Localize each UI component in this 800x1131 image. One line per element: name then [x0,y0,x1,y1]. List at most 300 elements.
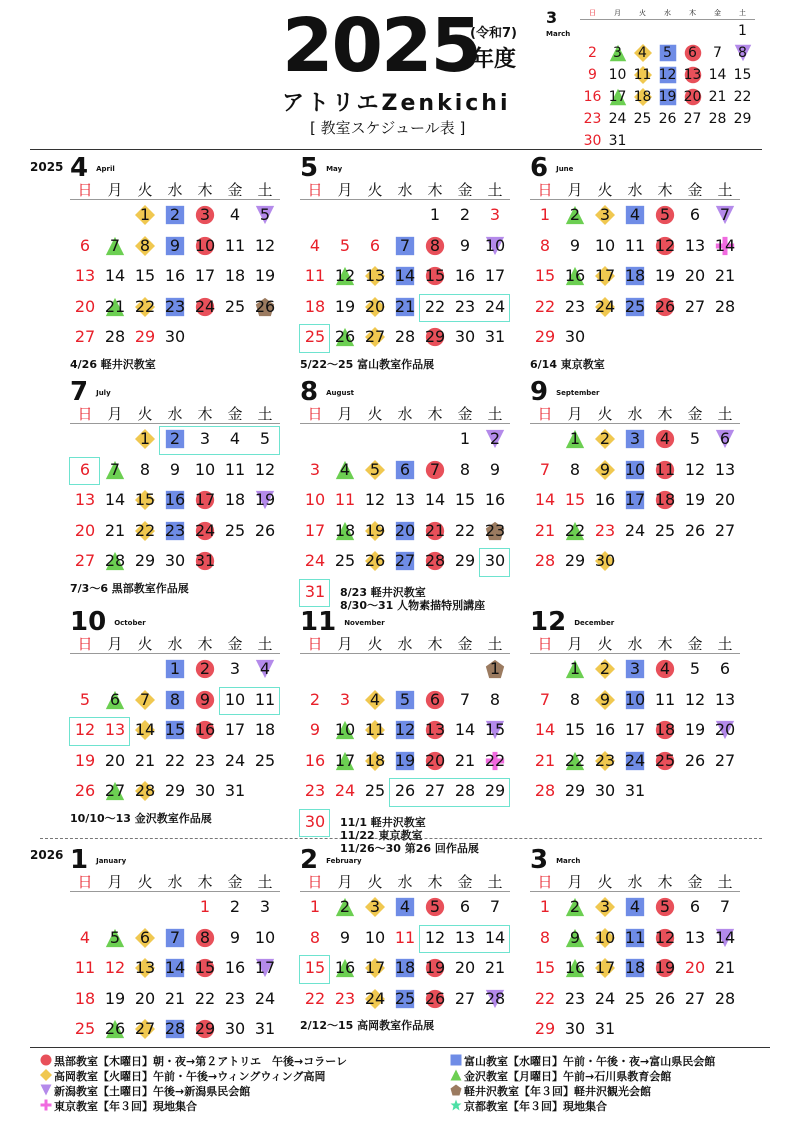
day-cell: 19 [394,750,416,770]
weekday-label: 月 [567,405,583,423]
day-cell: 23 [564,296,586,316]
day-cell: 16 [564,958,586,977]
day-cell: 13 [714,689,736,709]
weekday-label: 月 [567,873,583,891]
day-cell: 25 [364,781,386,800]
weekday-label: 木 [197,635,213,653]
day-cell: 4 [629,897,641,916]
day-cell: 21 [394,296,416,316]
day-cell: 18 [624,266,646,285]
event-note: 11/1 軽井沢教室 [340,815,426,829]
weekday-label: 日 [537,405,553,423]
weekday-label: 木 [657,873,673,891]
day-cell: 10 [594,927,616,947]
weekday-label: 日 [307,635,323,653]
day-cell: 10 [224,689,246,709]
day-cell: 31 [254,1019,276,1038]
day-cell: 21 [534,520,556,540]
day-cell: 22 [564,520,586,540]
day-cell: 23 [484,520,506,540]
day-cell: 18 [74,988,96,1008]
day-cell: 16 [194,720,216,739]
day-cell: 31 [304,581,326,601]
weekday-label: 火 [137,635,153,653]
day-cell: 8 [489,689,501,709]
day-cell: 22 [534,296,556,316]
weekday-label: 月 [107,635,123,653]
month-header [70,607,146,637]
legend-text: 軽井沢教室【年３回】軽井沢観光会館 [464,1085,651,1098]
day-cell: 31 [224,781,246,800]
day-cell: 1 [169,659,181,678]
day-cell: 9 [489,459,501,479]
day-cell: 10 [364,927,386,947]
day-cell: 20 [684,266,706,285]
day-cell: 29 [164,781,186,800]
day-cell: 26 [654,988,676,1008]
weekday-rule [300,653,510,654]
day-cell: 28 [164,1019,186,1038]
day-cell: 6 [79,235,91,255]
day-cell: 11 [624,927,646,947]
weekday-label: 月 [614,9,621,17]
day-cell: 24 [484,296,506,316]
day-cell: 1 [309,897,321,916]
month-name: April [96,165,115,173]
day-cell: 19 [334,296,356,316]
day-cell: 2 [309,689,321,709]
day-cell: 24 [194,296,216,316]
day-cell: 28 [484,988,506,1008]
day-cell: 19 [684,720,706,739]
day-cell: 5 [369,459,381,479]
day-cell: 30 [224,1019,246,1038]
day-cell: 2 [459,205,471,224]
day-cell: 30 [454,327,476,346]
weekday-label: 水 [167,405,183,423]
day-cell: 13 [454,927,476,947]
day-cell: 8 [139,235,151,255]
weekday-label: 火 [137,405,153,423]
weekday-rule [580,19,755,20]
day-cell: 7 [719,205,731,224]
day-cell: 22 [733,89,752,105]
weekday-rule [530,891,740,892]
day-cell: 9 [229,927,241,947]
day-cell: 16 [224,958,246,977]
day-cell: 16 [164,266,186,285]
day-cell: 4 [369,689,381,709]
day-cell: 15 [564,720,586,739]
day-cell: 14 [454,720,476,739]
day-cell: 14 [134,720,156,739]
day-cell: 2 [169,205,181,224]
day-cell: 24 [334,781,356,800]
day-cell: 27 [104,781,126,800]
day-cell: 28 [714,988,736,1008]
month-number: 4 [70,153,89,183]
day-cell: 6 [79,459,91,479]
weekday-label: 土 [257,635,273,653]
day-cell: 1 [429,205,441,224]
day-cell: 2 [229,897,241,916]
day-cell: 10 [194,235,216,255]
event-note: 5/22～25 富山教室作品展 [300,357,435,371]
day-cell: 6 [689,897,701,916]
day-cell: 28 [134,781,156,800]
day-cell: 29 [733,111,752,127]
weekday-label: 木 [689,9,696,17]
legend-text: 東京教室【年３回】現地集合 [54,1100,197,1113]
weekday-rule [300,199,510,200]
weekday-label: 水 [397,405,413,423]
day-cell: 15 [134,490,156,509]
day-cell: 27 [394,551,416,570]
day-cell: 30 [583,133,602,149]
day-cell: 15 [484,720,506,739]
day-cell: 11 [624,235,646,255]
day-cell: 7 [429,459,441,479]
weekday-rule [70,423,280,424]
day-cell: 27 [74,551,96,570]
weekday-label: 金 [457,405,473,423]
day-cell: 9 [339,927,351,947]
day-cell: 14 [708,67,727,83]
day-cell: 1 [489,659,501,678]
legend-text: 高岡教室【火曜日】午前・午後→ウィングウィング高岡 [54,1070,326,1083]
day-cell: 22 [484,750,506,770]
month-header [530,845,581,875]
month-name: January [96,857,127,865]
day-cell: 21 [134,750,156,770]
weekday-label: 月 [337,635,353,653]
day-cell: 17 [624,720,646,739]
day-cell: 9 [569,235,581,255]
day-cell: 28 [534,551,556,570]
day-cell: 15 [164,720,186,739]
day-cell: 3 [489,205,501,224]
day-cell: 11 [334,490,356,509]
day-cell: 3 [599,205,611,224]
day-cell: 6 [459,897,471,916]
day-cell: 4 [638,45,647,61]
day-cell: 15 [564,490,586,509]
weekday-label: 日 [307,405,323,423]
weekday-label: 水 [167,873,183,891]
day-cell: 16 [454,266,476,285]
day-cell: 24 [624,520,646,540]
day-cell: 30 [194,781,216,800]
day-cell: 2 [588,45,597,61]
day-cell: 15 [733,67,752,83]
day-cell: 2 [169,429,181,448]
day-cell: 9 [569,927,581,947]
weekday-label: 月 [107,405,123,423]
day-cell: 17 [254,958,276,977]
day-cell: 1 [539,205,551,224]
day-cell: 20 [714,720,736,739]
weekday-label: 木 [427,181,443,199]
weekday-label: 土 [487,181,503,199]
day-cell: 1 [459,429,471,448]
day-cell: 13 [364,266,386,285]
day-cell: 19 [74,750,96,770]
day-cell: 10 [194,459,216,479]
day-cell: 17 [608,89,627,105]
weekday-label: 火 [597,873,613,891]
day-cell: 8 [539,235,551,255]
day-cell: 9 [169,235,181,255]
day-cell: 17 [594,958,616,977]
day-cell: 25 [633,111,652,127]
star-marker [450,1099,462,1114]
day-cell: 19 [254,266,276,285]
legend-text: 富山教室【水曜日】午前・午後・夜→富山県民会館 [464,1055,716,1068]
day-cell: 25 [74,1019,96,1038]
day-cell: 27 [684,296,706,316]
weekday-label: 日 [77,635,93,653]
weekday-label: 土 [739,9,746,17]
month-name: July [96,389,111,397]
day-cell: 8 [569,459,581,479]
day-cell: 29 [424,327,446,346]
day-cell: 3 [369,897,381,916]
weekday-label: 火 [597,405,613,423]
event-note: 6/14 東京教室 [530,357,605,371]
day-cell: 11 [654,459,676,479]
month-name: December [574,619,615,627]
month-number: 2 [300,845,319,875]
day-cell: 5 [663,45,672,61]
day-cell: 28 [394,327,416,346]
day-cell: 6 [719,429,731,448]
day-cell: 5 [689,659,701,678]
event-note: 7/3～6 黒部教室作品展 [70,581,189,595]
month-name: June [556,165,574,173]
month-name: February [326,857,362,865]
day-cell: 19 [364,520,386,540]
day-cell: 14 [534,720,556,739]
day-cell: 21 [534,750,556,770]
day-cell: 11 [394,927,416,947]
weekday-label: 金 [227,405,243,423]
weekday-label: 水 [627,405,643,423]
day-cell: 8 [459,459,471,479]
day-cell: 24 [194,520,216,540]
day-cell: 11 [224,459,246,479]
weekday-label: 金 [687,181,703,199]
day-cell: 27 [134,1019,156,1038]
weekday-label: 金 [457,873,473,891]
day-cell: 11 [304,266,326,285]
weekday-label: 水 [627,181,643,199]
day-cell: 30 [484,551,506,570]
day-cell: 10 [594,235,616,255]
weekday-label: 月 [337,181,353,199]
day-cell: 22 [534,988,556,1008]
day-cell: 22 [134,296,156,316]
day-cell: 29 [484,781,506,800]
weekday-label: 木 [657,635,673,653]
day-cell: 23 [194,750,216,770]
day-cell: 14 [424,490,446,509]
day-cell: 20 [74,520,96,540]
event-note: 4/26 軽井沢教室 [70,357,156,371]
triangle-marker [450,1069,462,1084]
day-cell: 12 [684,689,706,709]
day-cell: 14 [484,927,506,947]
day-cell: 13 [714,459,736,479]
month-number: 12 [530,607,567,637]
month-name: October [114,619,146,627]
day-cell: 26 [684,750,706,770]
day-cell: 17 [364,958,386,977]
day-cell: 16 [594,720,616,739]
legend-text: 黒部教室【木曜日】朝・夜→第２アトリエ 午後→コラーレ [54,1055,347,1068]
day-cell: 28 [104,551,126,570]
day-cell: 29 [134,551,156,570]
day-cell: 23 [564,988,586,1008]
weekday-label: 月 [567,635,583,653]
day-cell: 13 [134,958,156,977]
day-cell: 12 [334,266,356,285]
day-cell: 24 [304,551,326,570]
day-cell: 19 [654,958,676,977]
weekday-rule [530,423,740,424]
weekday-label: 木 [427,873,443,891]
day-cell: 24 [594,988,616,1008]
day-cell: 21 [454,750,476,770]
day-cell: 5 [259,429,271,448]
day-cell: 3 [629,659,641,678]
day-cell: 27 [364,327,386,346]
weekday-label: 土 [487,873,503,891]
day-cell: 8 [139,459,151,479]
day-cell: 8 [569,689,581,709]
month-name: August [326,389,355,397]
day-cell: 28 [708,111,727,127]
weekday-label: 日 [307,181,323,199]
month-number: 3 [530,845,549,875]
weekday-label: 土 [257,405,273,423]
day-cell: 19 [424,958,446,977]
day-cell: 7 [719,897,731,916]
day-cell: 31 [194,551,216,570]
day-cell: 1 [738,23,747,39]
day-cell: 18 [364,750,386,770]
weekday-label: 月 [567,181,583,199]
day-cell: 30 [304,811,326,831]
day-cell: 26 [254,296,276,316]
event-note: 8/30～31 人物素描特別講座 [340,598,486,612]
day-cell: 16 [564,266,586,285]
day-cell: 6 [429,689,441,709]
year-label-2025: 2025 [30,160,64,174]
event-note: 11/22 東京教室 [340,828,423,842]
weekday-label: 水 [627,635,643,653]
weekday-label: 金 [687,635,703,653]
weekday-label: 火 [639,9,646,17]
pentagon-marker [450,1084,462,1099]
day-cell: 26 [254,520,276,540]
year-title: 2025 [282,3,480,89]
day-cell: 20 [454,958,476,977]
month-name: March [556,857,581,865]
weekday-label: 水 [167,635,183,653]
day-cell: 12 [654,927,676,947]
weekday-label: 水 [167,181,183,199]
weekday-label: 火 [137,873,153,891]
reiwa-label: (令和7) [470,26,517,41]
day-cell: 27 [714,750,736,770]
day-cell: 28 [424,551,446,570]
day-cell: 13 [684,235,706,255]
day-cell: 19 [658,89,677,105]
day-cell: 18 [224,266,246,285]
day-cell: 9 [309,720,321,739]
day-cell: 16 [164,490,186,509]
day-cell: 20 [683,89,702,105]
day-cell: 30 [564,1019,586,1038]
weekday-label: 水 [397,181,413,199]
day-cell: 8 [199,927,211,947]
day-cell: 14 [104,266,126,285]
weekday-label: 木 [427,405,443,423]
day-cell: 2 [199,659,211,678]
day-cell: 9 [459,235,471,255]
day-cell: 5 [339,235,351,255]
day-cell: 6 [719,659,731,678]
month-name: September [556,389,600,397]
day-cell: 21 [424,520,446,540]
day-cell: 5 [659,897,671,916]
day-cell: 29 [534,1019,556,1038]
day-cell: 30 [564,327,586,346]
day-cell: 26 [684,520,706,540]
day-cell: 22 [424,296,446,316]
day-cell: 26 [104,1019,126,1038]
day-cell: 18 [334,520,356,540]
day-cell: 7 [109,235,121,255]
circle-marker [40,1054,52,1069]
legend-text: 京都教室【年３回】現地集合 [464,1100,607,1113]
day-cell: 6 [688,45,697,61]
diamond-marker [40,1069,52,1084]
weekday-label: 日 [307,873,323,891]
day-cell: 14 [714,235,736,255]
month-name: November [344,619,385,627]
top-rule [30,149,762,150]
day-cell: 13 [74,490,96,509]
day-cell: 2 [599,429,611,448]
day-cell: 17 [484,266,506,285]
day-cell: 10 [254,927,276,947]
weekday-label: 金 [457,181,473,199]
day-cell: 9 [169,459,181,479]
day-cell: 3 [199,429,211,448]
day-cell: 7 [139,689,151,709]
cross-marker [40,1099,52,1114]
day-cell: 18 [304,296,326,316]
day-cell: 24 [608,111,627,127]
day-cell: 21 [164,988,186,1008]
day-cell: 1 [199,897,211,916]
day-cell: 26 [364,551,386,570]
day-cell: 24 [594,296,616,316]
day-cell: 10 [304,490,326,509]
day-cell: 4 [229,205,241,224]
day-cell: 14 [714,927,736,947]
